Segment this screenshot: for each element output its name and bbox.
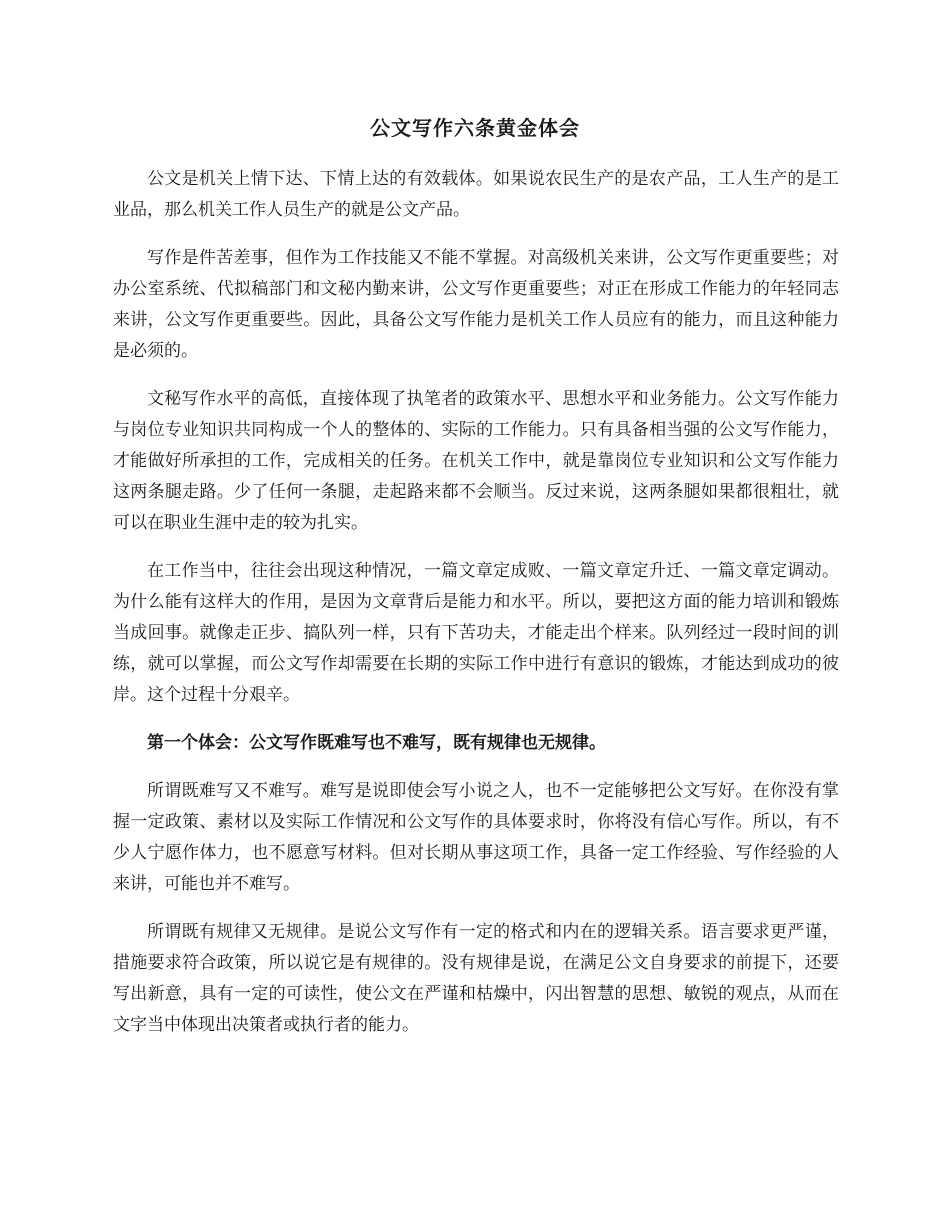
paragraph-rules: 所谓既有规律又无规律。是说公文写作有一定的格式和内在的逻辑关系。语言要求更严谨，措施要求符合政策，所以说它是有规律的。没有规律是说，在满足公文自身要求的前提下，还要写出新意，具有一定的可读性，使公文在严谨和枯燥中，闪出智慧的思想、敏锐的观点，从而在文字当中体现出决策者或执行者的能力。 [113,922,839,1035]
document-body [113,164,839,1058]
document-title: 公文写作六条黄金体会 [370,116,580,140]
paragraph-intro: 公文是机关上情下达、下情上达的有效载体。如果说农民生产的是农产品，工人生产的是工业品，那么机关工作人员生产的就是公文产品。 [113,169,839,220]
paragraph-writing-skill: 写作是件苦差事，但作为工作技能又不能不掌握。对高级机关来讲，公文写作更重要些；对办公室系统、代拟稿部门和文秘内勤来讲，公文写作更重要些；对正在形成工作能力的年轻同志来讲，公文写作更重要些。因此，具备公文写作能力是机关工作人员应有的能力，而且这种能力是必须的。 [113,248,839,361]
paragraph-work-situation: 在工作当中，往往会出现这种情况，一篇文章定成败、一篇文章定升迁、一篇文章定调动。为什么能有这样大的作用，是因为文章背后是能力和水平。所以，要把这方面的能力培训和锻炼当成回事。就像走正步、搞队列一样，只有下苦功夫，才能走出个样来。队列经过一段时间的训练，就可以掌握，而公文写作却需要在长期的实际工作中进行有意识的锻炼，才能达到成功的彼岸。这个过程十分艰辛。 [113,561,839,705]
paragraph-writing-level: 文秘写作水平的高低，直接体现了执笔者的政策水平、思想水平和业务能力。公文写作能力与岗位专业知识共同构成一个人的整体的、实际的工作能力。只有具备相当强的公文写作能力，才能做好所承担的工作，完成相关的任务。在机关工作中，就是靠岗位专业知识和公文写作能力这两条腿走路。少了任何一条腿，走起路来都不会顺当。反过来说，这两条腿如果都很粗壮，就可以在职业生涯中走的较为扎实。 [113,389,839,533]
paragraph-difficulty: 所谓既难写又不难写。难写是说即使会写小说之人，也不一定能够把公文写好。在你没有掌握一定政策、素材以及实际工作情况和公文写作的具体要求时，你将没有信心写作。所以，有不少人宁愿作体力，也不愿意写材料。但对长期从事这项工作，具备一定工作经验、写作经验的人来讲，可能也并不难写。 [113,781,839,894]
section-heading-first-insight: 第一个体会：公文写作既难写也不难写，既有规律也无规律。 [147,733,606,753]
